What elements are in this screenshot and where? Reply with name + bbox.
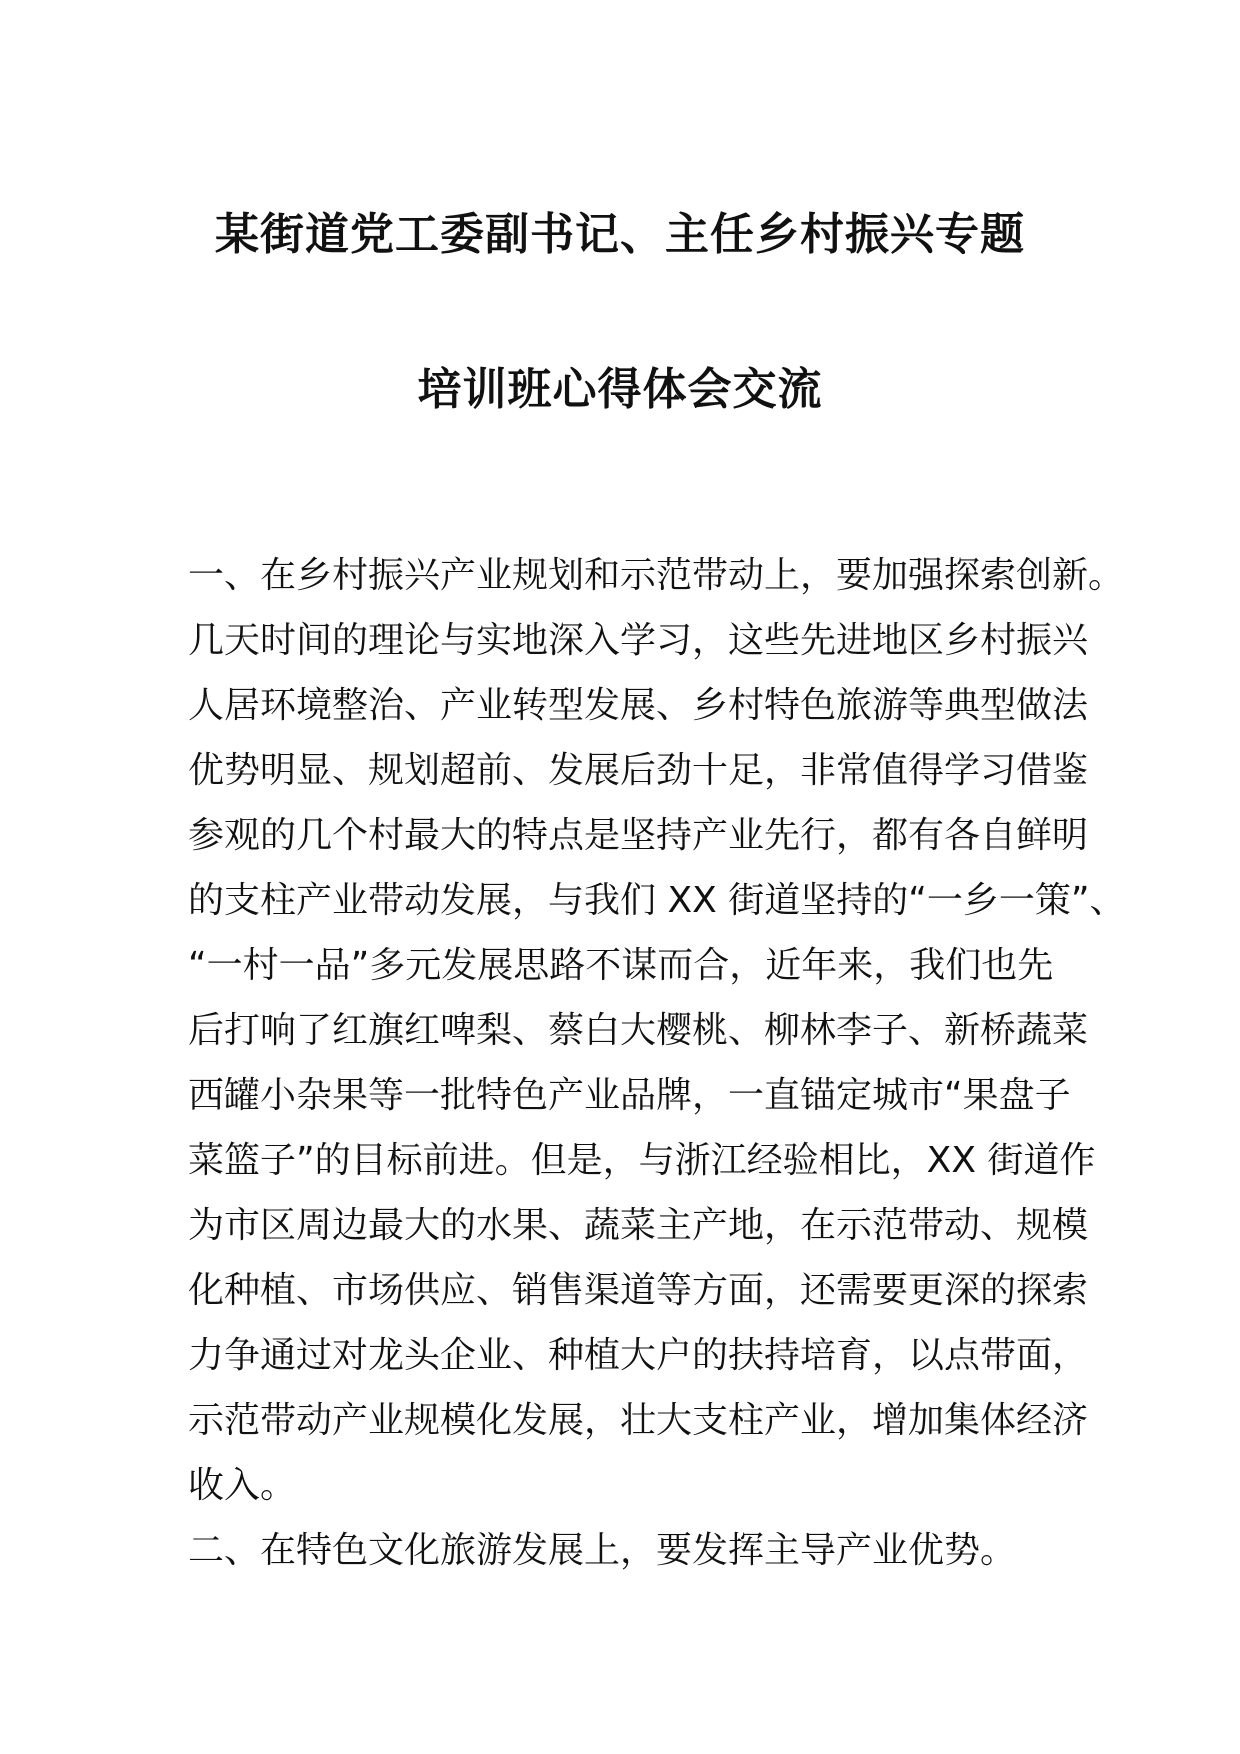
- body-line: 力争通过对龙头企业、种植大户的扶持培育，以点带面，: [188, 1335, 1089, 1376]
- document-body: [188, 543, 1126, 1583]
- body-line: 人居环境整治、产业转型发展、乡村特色旅游等典型做法: [188, 685, 1089, 726]
- body-line: 西罐小杂果等一批特色产业品牌，一直锚定城市“果盘子: [188, 1075, 1071, 1116]
- body-line: 一、在乡村振兴产业规划和示范带动上，要加强探索创新。: [188, 555, 1125, 596]
- document-title-line-1: 某街道党工委副书记、主任乡村振兴专题: [215, 209, 1025, 260]
- body-line: 菜篮子”的目标前进。但是，与浙江经验相比，XX 街道作: [188, 1140, 1096, 1181]
- body-line: 的支柱产业带动发展，与我们 XX 街道坚持的“一乡一策”、: [188, 880, 1126, 921]
- body-line: 为市区周边最大的水果、蔬菜主产地，在示范带动、规模: [188, 1205, 1089, 1246]
- body-line: “一村一品”多元发展思路不谋而合，近年来，我们也先: [188, 945, 1054, 986]
- body-line: 二、在特色文化旅游发展上，要发挥主导产业优势。: [188, 1530, 1017, 1571]
- body-line: 参观的几个村最大的特点是坚持产业先行，都有各自鲜明: [188, 815, 1089, 856]
- body-line: 收入。: [188, 1465, 297, 1506]
- body-line: 示范带动产业规模化发展，壮大支柱产业，增加集体经济: [188, 1400, 1089, 1441]
- body-line: 后打响了红旗红啤梨、蔡白大樱桃、柳林李子、新桥蔬菜: [188, 1010, 1089, 1051]
- document-title-line-2: 培训班心得体会交流: [417, 364, 823, 415]
- body-line: 优势明显、规划超前、发展后劲十足，非常值得学习借鉴: [188, 750, 1089, 791]
- body-line: 化种植、市场供应、销售渠道等方面，还需要更深的探索: [188, 1270, 1089, 1311]
- body-line: 几天时间的理论与实地深入学习，这些先进地区乡村振兴: [188, 620, 1089, 661]
